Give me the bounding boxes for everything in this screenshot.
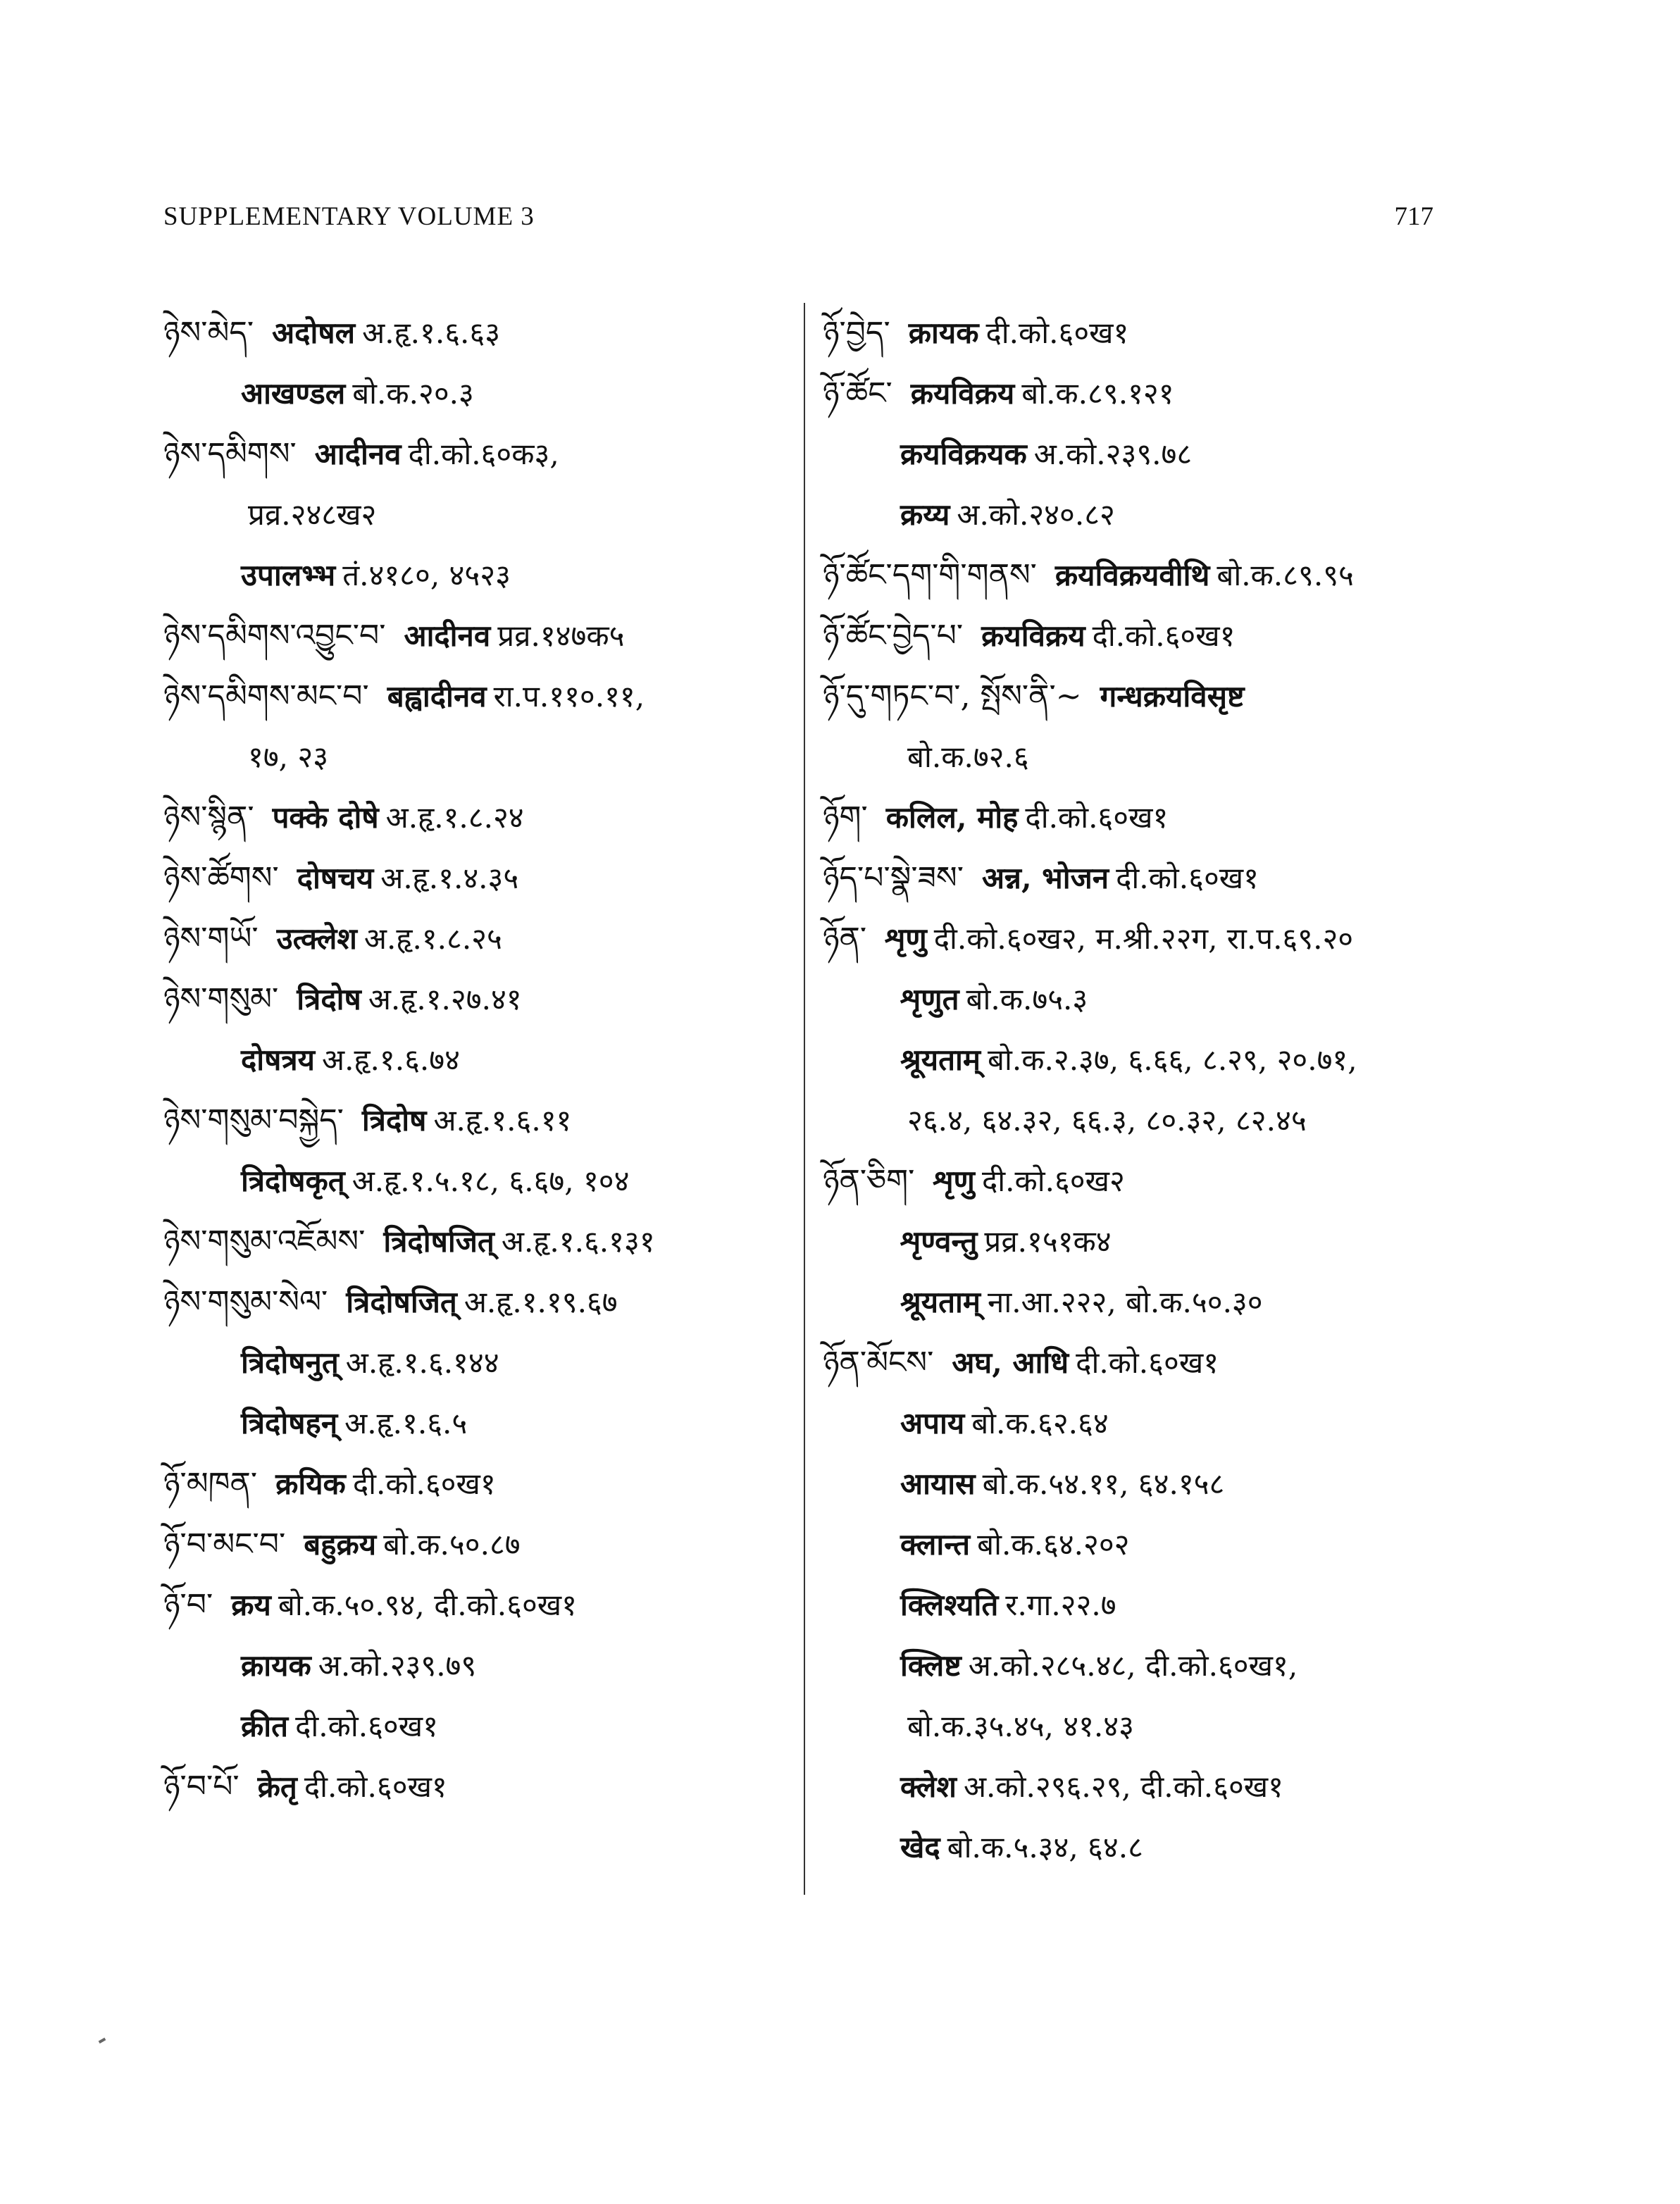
sanskrit-equivalent: अघ, आधि: [952, 1345, 1069, 1380]
entry-continuation: [823, 424, 1457, 485]
sanskrit-equivalent: त्रिदोष: [297, 982, 361, 1016]
tibetan-headword: ཉེས་གཡོ་: [163, 921, 259, 957]
dictionary-entry: [823, 363, 1457, 424]
source-reference: प्रव्र.१४७क५: [497, 618, 625, 653]
entry-continuation: [163, 1333, 797, 1393]
sanskrit-equivalent: अपाय: [900, 1406, 965, 1440]
sanskrit-equivalent: कलिल, मोह: [885, 800, 1019, 835]
dictionary-entry: [163, 969, 797, 1030]
dictionary-entry: [163, 848, 797, 909]
sanskrit-equivalent: क्रायक: [241, 1648, 311, 1683]
sanskrit-equivalent: क्रायक: [908, 316, 979, 350]
source-reference: ना.आ.२२२, बो.क.५०.३०: [988, 1285, 1263, 1319]
sanskrit-equivalent: अदोषल: [272, 316, 356, 350]
sanskrit-equivalent: क्रीत: [241, 1709, 289, 1743]
source-reference: अ.हृ.१.२७.४१: [368, 982, 522, 1016]
tibetan-headword: ཉེས་གསུམ་འཇོམས་: [163, 1224, 366, 1259]
source-reference: र.गा.२२.७: [1005, 1588, 1116, 1622]
source-reference: दी.को.६०ख१: [1092, 618, 1236, 653]
sanskrit-equivalent: क्लिश्यति: [900, 1588, 999, 1622]
dictionary-entry: [163, 303, 797, 363]
entry-continuation: [163, 1030, 797, 1090]
sanskrit-equivalent: त्रिदोषहन्: [241, 1406, 338, 1440]
source-reference: बो.क.२.३७, ६.६६, ८.२९, २०.७१,: [988, 1042, 1357, 1077]
dictionary-entry: [163, 1454, 797, 1514]
sanskrit-equivalent: आखण्डल: [241, 376, 346, 411]
tibetan-headword: ཉེས་མེད་: [163, 315, 254, 351]
source-reference: अ.को.२३९.७८: [1033, 437, 1193, 471]
source-reference: दी.को.६०ख२: [981, 1164, 1125, 1198]
entry-continuation: [823, 1696, 1457, 1757]
sanskrit-equivalent: उपालभ्भ: [241, 558, 336, 592]
entry-continuation: [823, 969, 1457, 1030]
entry-continuation: [823, 1636, 1457, 1696]
tibetan-headword: ཉེས་སྙིན་: [163, 799, 254, 835]
source-reference: अ.हृ.१.६.११: [433, 1103, 572, 1138]
source-reference: प्रव्र.२४८ख२: [248, 497, 377, 532]
source-reference: बो.क.५०.८७: [383, 1527, 521, 1562]
sanskrit-equivalent: शृणुत: [900, 982, 959, 1016]
tibetan-headword: ཉོ་བ་: [163, 1587, 213, 1623]
source-reference: १७, २३: [248, 740, 329, 774]
tibetan-headword: ཉོག་: [823, 799, 868, 835]
source-reference: बो.क.८९.९५: [1217, 558, 1354, 592]
sanskrit-equivalent: आदीनव: [404, 618, 491, 653]
sanskrit-equivalent: आयास: [900, 1467, 976, 1501]
tibetan-headword: ཉེས་དམིགས་མང་བ་: [163, 678, 369, 714]
source-reference: बो.क.५.३४, ६४.८: [947, 1830, 1143, 1864]
dictionary-entry: [823, 848, 1457, 909]
source-reference: अ.हृ.१.५.१८, ६.६७, १०४: [351, 1164, 630, 1198]
sanskrit-equivalent: क्रेतृ: [257, 1769, 297, 1804]
dictionary-entry: [823, 787, 1457, 848]
source-reference: अ.हृ.१.६.५: [344, 1406, 468, 1440]
source-reference: बो.क.७५.३: [966, 982, 1088, 1016]
sanskrit-equivalent: दोषत्रय: [241, 1042, 316, 1077]
source-reference: प्रव्र.१५१क४: [984, 1224, 1112, 1259]
sanskrit-equivalent: क्रय्य: [900, 497, 950, 532]
sanskrit-equivalent: श्रूयताम्: [900, 1285, 981, 1319]
sanskrit-equivalent: शृणु: [933, 1164, 975, 1198]
entry-continuation: [823, 485, 1457, 545]
tibetan-headword: ཉེས་གསུམ་བསྐྱེད་: [163, 1102, 344, 1138]
source-reference: दी.को.६०ख१: [1025, 800, 1169, 835]
sanskrit-equivalent: उत्क्लेश: [276, 921, 357, 956]
sanskrit-equivalent: क्रयविक्रय: [981, 618, 1085, 653]
source-reference: अ.हृ.१.६.६३: [362, 316, 501, 350]
source-reference: अ.हृ.१.१९.६७: [463, 1285, 618, 1319]
tibetan-headword: ཉོན་ཅིག་: [823, 1163, 915, 1199]
entry-continuation: [163, 1696, 797, 1757]
source-reference: अ.हृ.१.४.३५: [380, 861, 519, 895]
tibetan-headword: ཉེས་དམིགས་: [163, 436, 297, 472]
tibetan-headword: ཉོན་: [823, 921, 867, 957]
source-reference: बो.क.८९.१२१: [1021, 376, 1174, 411]
right-column: [823, 303, 1457, 1878]
entry-continuation: [823, 1757, 1457, 1817]
entry-continuation: [823, 1212, 1457, 1272]
sanskrit-equivalent: शृण्वन्तु: [900, 1224, 978, 1259]
source-reference: बो.क.७२.६: [907, 740, 1029, 774]
tibetan-headword: ཉོ་དུ་གཏང་བ་, སྤོས་ནི་~: [823, 678, 1082, 714]
tibetan-headword: ཉེས་ཚོགས་: [163, 860, 279, 896]
dictionary-entry: [823, 606, 1457, 666]
sanskrit-equivalent: क्लान्त: [900, 1527, 971, 1562]
sanskrit-equivalent: क्रयविक्रयक: [900, 437, 1027, 471]
source-reference: दी.को.६०ख१: [304, 1769, 447, 1804]
dictionary-entry: [163, 1757, 797, 1817]
source-reference: दी.को.६०ख१: [1116, 861, 1259, 895]
tibetan-headword: ཉོ་བ་པོ་: [163, 1769, 239, 1805]
sanskrit-equivalent: क्रयविक्रय: [910, 376, 1015, 411]
source-reference: दी.को.६०ख१: [295, 1709, 438, 1743]
entry-continuation: [823, 1575, 1457, 1636]
sanskrit-equivalent: क्रय: [231, 1588, 271, 1622]
margin-mark: [99, 2038, 106, 2043]
dictionary-entry: [163, 1575, 797, 1636]
tibetan-headword: ཉེས་དམིགས་འབྱུང་བ་: [163, 618, 386, 654]
sanskrit-equivalent: त्रिदोषजित्: [383, 1224, 494, 1259]
source-reference: अ.हृ.१.६.१३१: [501, 1224, 655, 1259]
sanskrit-equivalent: आदीनव: [314, 437, 402, 471]
entry-continuation: [163, 1393, 797, 1454]
entry-continuation: [823, 1030, 1457, 1090]
tibetan-headword: ཉོ་ཚོང་བྱེད་པ་: [823, 618, 964, 654]
source-reference: अ.हृ.१.६.७४: [322, 1042, 460, 1077]
source-reference: २६.४, ६४.३२, ६६.३, ८०.३२, ८२.४५: [907, 1103, 1307, 1138]
column-divider: [804, 303, 805, 1895]
entry-continuation: [823, 1454, 1457, 1514]
sanskrit-equivalent: क्रयविक्रयवीथि: [1054, 558, 1210, 592]
tibetan-headword: ཉེས་གསུམ་སེལ་: [163, 1284, 328, 1320]
entry-continuation: [163, 727, 797, 787]
source-reference: बो.क.५०.९४, दी.को.६०ख१: [278, 1588, 577, 1622]
dictionary-entry: [823, 545, 1457, 606]
source-reference: दी.को.६०क३,: [408, 437, 559, 471]
dictionary-entry: [163, 1090, 797, 1151]
tibetan-headword: ཉོ་བྱེད་: [823, 315, 890, 351]
page-number: 717: [1394, 202, 1433, 231]
sanskrit-equivalent: त्रिदोषनुत्: [241, 1345, 339, 1380]
entry-continuation: [823, 1272, 1457, 1333]
dictionary-entry: [163, 787, 797, 848]
sanskrit-equivalent: बहुक्रय: [304, 1527, 377, 1562]
sanskrit-equivalent: बह्वादीनव: [387, 679, 487, 714]
dictionary-entry: [823, 909, 1457, 969]
source-reference: अ.को.२४०.८२: [957, 497, 1115, 532]
dictionary-entry: [163, 909, 797, 969]
source-reference: अ.हृ.१.६.१४४: [345, 1345, 499, 1380]
dictionary-entry: [163, 1514, 797, 1575]
entry-continuation: [163, 545, 797, 606]
sanskrit-equivalent: गन्धक्रयविसृष्ट: [1100, 679, 1245, 714]
source-reference: बो.क.६२.६४: [971, 1406, 1109, 1440]
source-reference: तं.४१८०, ४५२३: [342, 558, 511, 592]
sanskrit-equivalent: क्लिष्ट: [900, 1648, 962, 1683]
dictionary-entry: [163, 666, 797, 727]
dictionary-entry: [163, 606, 797, 666]
sanskrit-equivalent: दोषचय: [297, 861, 374, 895]
entry-continuation: [163, 1151, 797, 1212]
running-header: SUPPLEMENTARY VOLUME 3: [163, 202, 535, 231]
source-reference: बो.क.६४.२०२: [977, 1527, 1130, 1562]
source-reference: दी.को.६०ख१: [352, 1467, 496, 1501]
tibetan-headword: ཉོན་མོངས་: [823, 1345, 934, 1381]
dictionary-entry: [163, 1212, 797, 1272]
entry-continuation: [163, 363, 797, 424]
entry-continuation: [163, 1636, 797, 1696]
tibetan-headword: ཉོ་ཚོང་: [823, 375, 892, 411]
source-reference: दी.को.६०ख१: [985, 316, 1129, 350]
dictionary-entry: [823, 303, 1457, 363]
source-reference: बो.क.३५.४५, ४१.४३: [907, 1709, 1134, 1743]
dictionary-entry: [823, 666, 1457, 727]
dictionary-entry: [163, 1272, 797, 1333]
sanskrit-equivalent: पक्के दोषे: [272, 800, 379, 835]
source-reference: दी.को.६०ख२, म.श्री.२२ग, रा.प.६९.२०: [933, 921, 1354, 956]
sanskrit-equivalent: शृणु: [885, 921, 927, 956]
sanskrit-equivalent: श्रूयताम्: [900, 1042, 981, 1077]
source-reference: रा.प.११०.११,: [493, 679, 645, 714]
source-reference: अ.को.२९६.२९, दी.को.६०ख१: [963, 1769, 1284, 1804]
tibetan-headword: ཉེས་གསུམ་: [163, 981, 279, 1017]
sanskrit-equivalent: त्रिदोष: [361, 1103, 427, 1138]
source-reference: अ.को.२३९.७९: [318, 1648, 477, 1683]
dictionary-entry: [823, 1151, 1457, 1212]
tibetan-headword: ཉོད་པ་སྣེ་ཟས་: [823, 860, 964, 896]
dictionary-entry: [163, 424, 797, 485]
sanskrit-equivalent: त्रिदोषजित्: [346, 1285, 457, 1319]
sanskrit-equivalent: क्रयिक: [275, 1467, 346, 1501]
source-reference: दी.को.६०ख१: [1076, 1345, 1219, 1380]
entry-continuation: [823, 1393, 1457, 1454]
source-reference: बो.क.५४.११, ६४.१५८: [982, 1467, 1225, 1501]
sanskrit-equivalent: अन्न, भोजन: [981, 861, 1109, 895]
source-reference: बो.क.२०.३: [352, 376, 474, 411]
entry-continuation: [823, 1514, 1457, 1575]
sanskrit-equivalent: खेद: [900, 1830, 940, 1864]
source-reference: अ.हृ.१.८.२४: [385, 800, 524, 835]
entry-continuation: [163, 485, 797, 545]
entry-continuation: [823, 1817, 1457, 1878]
source-reference: अ.को.२८५.४८, दी.को.६०ख१,: [968, 1648, 1298, 1683]
source-reference: अ.हृ.१.८.२५: [363, 921, 502, 956]
entry-continuation: [823, 727, 1457, 787]
sanskrit-equivalent: क्लेश: [900, 1769, 957, 1804]
tibetan-headword: ཉོ་མཁན་: [163, 1466, 258, 1502]
dictionary-entry: [823, 1333, 1457, 1393]
left-column: [163, 303, 797, 1817]
entry-continuation: [823, 1090, 1457, 1151]
tibetan-headword: ཉོ་ཚོང་དག་གི་གནས་: [823, 557, 1037, 593]
sanskrit-equivalent: त्रिदोषकृत्: [241, 1164, 345, 1198]
tibetan-headword: ཉོ་བ་མང་བ་: [163, 1526, 286, 1562]
